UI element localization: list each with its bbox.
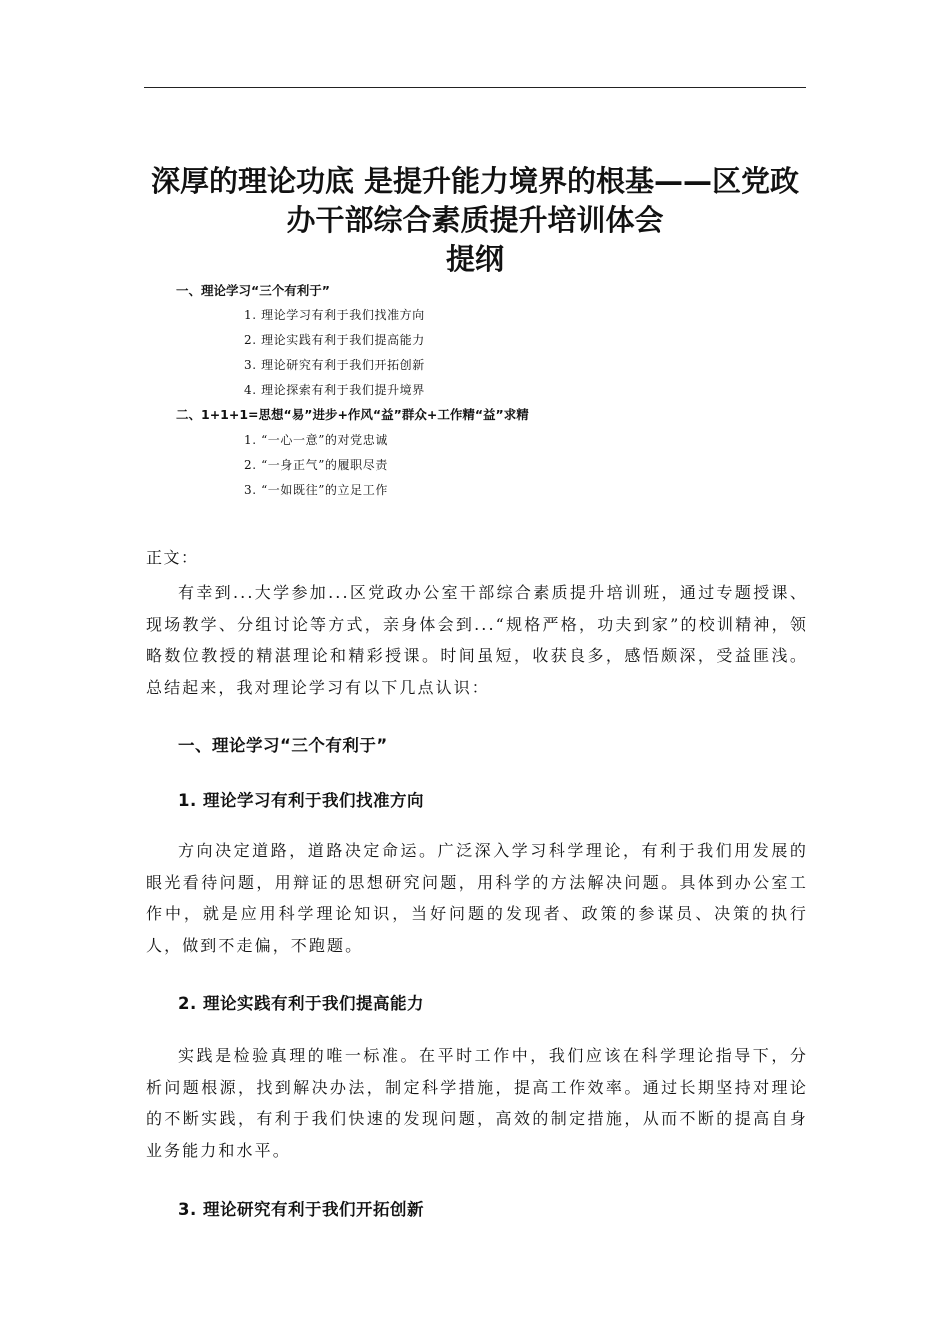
intro-paragraph — [146, 577, 808, 703]
outline-item: 3. 理论研究有利于我们开拓创新 — [244, 358, 425, 372]
outline-heading-1: 一、理论学习“三个有利于” — [176, 283, 330, 298]
paragraph-1-text: 方向决定道路，道路决定命运。广泛深入学习科学理论，有利于我们用发展的眼光看待问题，用辩证的思想研究问题，用科学的方法解决问题。具体到办公室工作中，就是应用科学理论知识，当好问题的发现者、政策的参谋员、决策的执行人，做到不走偏，不跑题。 — [146, 841, 808, 955]
intro-text: 有幸到...大学参加...区党政办公室干部综合素质提升培训班，通过专题授课、现场教学、分组讨论等方式，亲身体会到...“规格严格，功夫到家”的校训精神，领略数位教授的精湛理论和精彩授课。时间虽短，收获良多，感悟颇深，受益匪浅。总结起来，我对理论学习有以下几点认识： — [146, 583, 808, 697]
subheading-2: 2. 理论实践有利于我们提高能力 — [178, 994, 424, 1013]
outline-item: 2. 理论实践有利于我们提高能力 — [244, 333, 425, 347]
outline-heading-2: 二、1+1+1=思想“易”进步+作风“益”群众+工作精“益”求精 — [176, 407, 529, 422]
paragraph-2 — [146, 1040, 808, 1166]
outline-item: 1. 理论学习有利于我们找准方向 — [244, 308, 425, 322]
title-line-2: 办干部综合素质提升培训体会 — [286, 203, 664, 237]
subheading-3: 3. 理论研究有利于我们开拓创新 — [178, 1200, 424, 1219]
header-rule — [144, 87, 806, 88]
section-heading-1: 一、理论学习“三个有利于” — [178, 736, 388, 755]
paragraph-1 — [146, 835, 808, 961]
outline-item: 1. “一心一意”的对党忠诚 — [244, 433, 388, 447]
document-title — [120, 162, 830, 279]
subheading-1: 1. 理论学习有利于我们找准方向 — [178, 791, 424, 810]
outline-item: 4. 理论探索有利于我们提升境界 — [244, 383, 425, 397]
outline-item: 2. “一身正气”的履职尽责 — [244, 458, 388, 472]
title-line-1: 深厚的理论功底 是提升能力境界的根基——区党政 — [150, 164, 800, 198]
body-label: 正文： — [146, 548, 199, 567]
paragraph-2-text: 实践是检验真理的唯一标准。在平时工作中，我们应该在科学理论指导下，分析问题根源，找到解决办法，制定科学措施，提高工作效率。通过长期坚持对理论的不断实践，有利于我们快速的发现问题，高效的制定措施，从而不断的提高自身业务能力和水平。 — [146, 1046, 808, 1160]
outline-item: 3. “一如既往”的立足工作 — [244, 483, 388, 497]
title-line-3: 提纲 — [445, 242, 504, 276]
